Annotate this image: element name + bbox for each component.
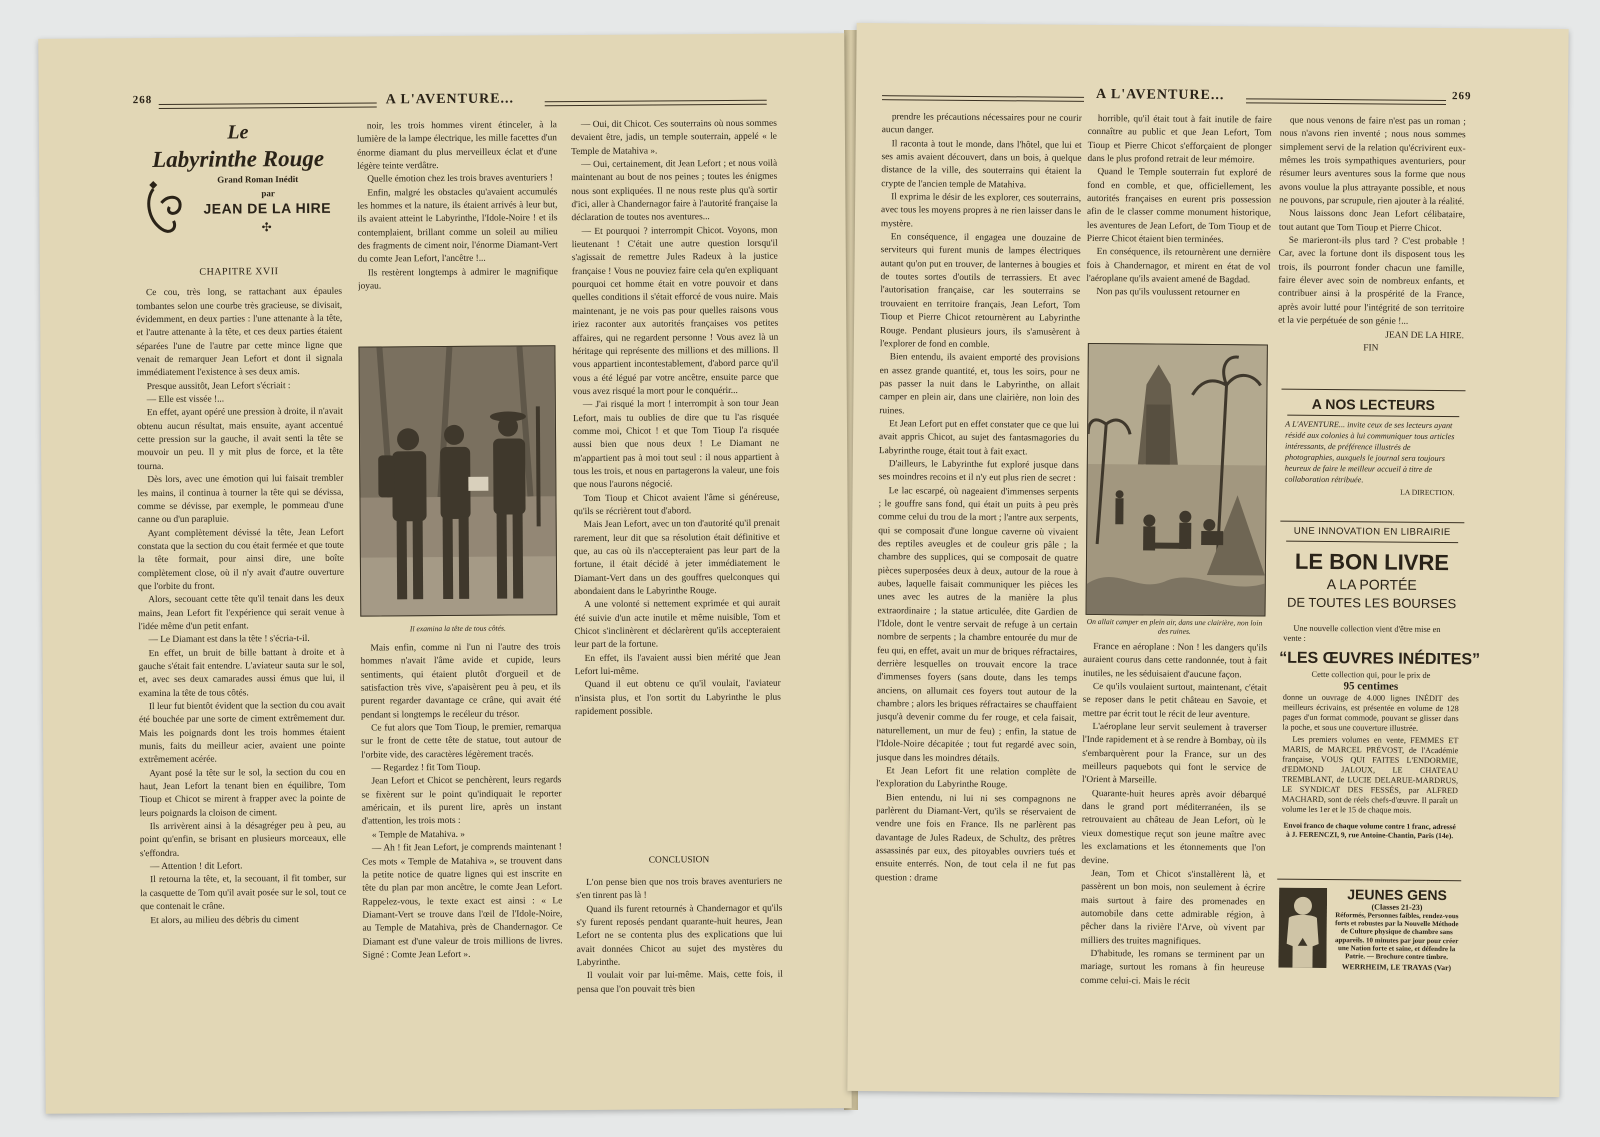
- left-column-2-top: [357, 119, 558, 335]
- paragraph: Et Jean Lefort put en effet constater que ce que lui avait appris Chicot, au sujet des fantasmagories du Labyrinthe rouge, était tout à fait exact.: [878, 419, 1080, 458]
- paragraph: Nous laissons donc Jean Lefort célibataire, tout autant que Tom Tioup et Pierre Chicot.: [1278, 209, 1466, 234]
- story-title-block: [133, 121, 344, 247]
- ad-kicker: UNE INNOVATION EN LIBRAIRIE: [1293, 525, 1451, 539]
- ad-offer-details: donne un ouvrage de 4.000 lignes INÉDIT des meilleurs écrivains, est présentée en volume de 128 pages d'un format commode, pouvant se glisser dans la poche, et sous une couverture illustrée.: [1282, 692, 1459, 733]
- paragraph: — Le Diamant est dans la tête ! s'écria-t-il.: [148, 634, 310, 646]
- paragraph: France en aéroplane : Non ! les dangers qu'ils auraient courus dans cette randonnée, tout à fait inutiles, ne les séduisaient d'aucune façon.: [1082, 642, 1268, 680]
- right-column-2-top: [1086, 113, 1272, 345]
- page-number: 268: [132, 94, 153, 107]
- paragraph: Alors, secouant cette tête qu'il tenait dans les deux mains, Jean Lefort fit l'expérience qui serait venue à l'idée même d'un petit enfant.: [138, 593, 345, 633]
- paragraph: A une volonté si nettement exprimée et qui aurait été suivie d'un acte inutile et même nuisible, Tom et Chicot s'inclinèrent et déclarèrent qu'ils accepteraient leur part de la fortune.: [574, 599, 781, 651]
- paragraph: — Regardez ! fit Tom Tioup.: [371, 762, 481, 774]
- paragraph: En conséquence, il engagea une douzaine de serviteurs qui furent munis de lampes électriques autant qu'on put en trouver, de lanternes à bougies et de toutes sortes d'outils de terrassiers. Et avec l'autorisation française, car les souterrains se trouvaient en territoire français, Jean Lefort, Tom Tioup et Pierre Chicot retournèrent au Labyrinthe Rouge. Pendant plusieurs jours, ils s'amusèrent à l'explorer de fond en comble.: [879, 232, 1081, 350]
- ad-price: 95 centimes: [1343, 680, 1399, 693]
- paragraph: Mais enfin, comme ni l'un ni l'autre des trois hommes n'avait l'âme avide et cupide, leurs sentiments, qui étaient plutôt d'orgueil et de satisfaction très vive, s'apaisèrent peu à peu, et ils purent regarder davantage ce crâne, qui avait été pendant si longtemps le recéleur du trésor.: [360, 642, 561, 721]
- paragraph: Il retourna la tête, et, la secouant, il fit tomber, sur la casquette de Tom qu'il avait posée sur le sol, tout ce que contenait le crâne.: [140, 874, 347, 913]
- paragraph: — Attention ! dit Lefort.: [150, 861, 243, 873]
- paragraph: Et alors, au milieu des débris du ciment: [150, 914, 299, 926]
- ad-youth-body: Réformés, Personnes faibles, rendez-vous forts et robustes par la Nouvelle Méthode de Culture physique de chambre sans appareils. 10 minutes par jour pour créer une Nation forte et saine, et défendre la Patrie. — Brochure contre timbre.: [1334, 911, 1459, 962]
- notice-signature: LA DIRECTION.: [1400, 487, 1455, 498]
- running-title: A L'AVENTURE...: [1095, 87, 1225, 104]
- ornament-icon: [139, 179, 187, 237]
- paragraph: Ils arrivèrent ainsi à la désagréger peu à peu, au point qu'enfin, se brisant en plusieurs morceaux, elle s'effondra.: [139, 820, 346, 859]
- header-rule: [1246, 98, 1446, 105]
- paragraph: Ils restèrent longtemps à admirer le magnifique joyau.: [357, 266, 558, 292]
- story-by: par: [261, 188, 275, 199]
- ad-shipping: Envoi franco de chaque volume contre 1 franc, adressé à J. FERENCZI, 9, rue Antoine-Chantin, Paris (14e).: [1283, 820, 1456, 841]
- conclusion-heading-wrap: [576, 854, 782, 875]
- paragraph: Le lac escarpé, où nageaient d'immenses serpents ; le gouffre sans fond, qui était un puits à peu près comme celui du trou de la mort ; l'antre aux serpents, qui se composait d'une longue caverne où vivaient des reptiles aveugles et de couleur gris pâle ; la chambre des supplices, qui se composait de quatre pièces superposées deux à deux, autour de la roue à aubes, laquelle faisait communiquer les pièces les unes avec les autres de la manière la plus extraordinaire ; la statue articulée, dite Gardien de l'Idole, dont le ventre servait de refuge à un certain nombre de serpents ; la chambre entourée du mur de feu qui, en effet, avait un mur de briques réfractaires, derrière lesquelles on trouvait encore la trace d'immenses foyers (sans doute, dans les temps anciens, on allumait ces foyers tout autour de la chambre ; alors les briques réfractaires se chauffaient jusqu'à devenir comme du fer rouge, et cela faisait, naturellement, un mur de feu) ; enfin, la statue de l'Idole-Noire décapitée ; tout fut regardé avec soin, jusque dans les moindres détails.: [876, 485, 1079, 764]
- paragraph: — Oui, certainement, dit Jean Lefort ; et nous voilà maintenant au bout de nos peines ; toutes les énigmes nous sont expliquées. Il ne nous reste plus qu'à sortir d'ici, aller à Chandernagor faire à l'autorité française la déclaration de toutes nos aventures...: [571, 158, 778, 224]
- paragraph: D'habitude, les romans se terminent par un mariage, surtout les romans à fin heureuse comme celui-ci. Mais le récit: [1080, 948, 1265, 987]
- page-number: 269: [1452, 90, 1472, 103]
- paragraph: Quand il eut obtenu ce qu'il voulait, l'aviateur n'insista plus, et l'on sortit du Labyrinthe le plus rapidement possible.: [574, 679, 781, 718]
- paragraph: Jean, Tom et Chicot s'installèrent là, et passèrent un bon mois, non seulement à écrire mais surtout à faire des promenades en automobile dans cette admirable région, à pêcher dans la rivière l'Arve, où vivent par milliers des truites magnifiques.: [1080, 868, 1266, 947]
- paragraph: — Elle est vissée !...: [146, 394, 225, 406]
- paragraph: Quelle émotion chez les trois braves aventuriers !: [367, 173, 553, 185]
- paragraph: Presque aussitôt, Jean Lefort s'écriait :: [146, 380, 291, 392]
- left-page-header: [39, 89, 845, 117]
- paragraph: Ayant complètement dévissé la tête, Jean Lefort constata que la section du cou était fermée et que toute la tête formait, pour ainsi dire, une boîte complètement close, où il n'y avait d'autre ouverture que l'orbite du front.: [137, 527, 345, 593]
- right-column-1: [874, 111, 1082, 1039]
- paragraph: Il raconta à tout le monde, dans l'hôtel, que lui et ses amis avaient découvert, dans un bois, à quelque distance de la ville, des souterrains qui étaient la crypte de l'ancien temple de Matahiva.: [881, 138, 1082, 191]
- paragraph: Et Jean Lefort fit une relation complète de l'exploration du Labyrinthe Rouge.: [875, 766, 1077, 791]
- story-title-line1: Le: [227, 121, 249, 144]
- conclusion-heading: CONCLUSION: [648, 855, 710, 866]
- left-column-3-bottom: [576, 876, 783, 1047]
- header-rule: [545, 100, 767, 107]
- paragraph: Non pas qu'ils voulussent retourner en: [1096, 287, 1240, 299]
- paragraph: Enfin, malgré les obstacles qu'avaient accumulés les hommes et la nature, ils étaient arrivés à leur but, ils avaient atteint le Labyrinthe, l'Idole-Noire ! et ils contemplaient, brillant comme un soleil au milieu des fragments de ciment noir, l'énorme Diamant-Vert du comte Jean Lefort, l'ancêtre !...: [357, 186, 558, 266]
- paragraph: prendre les précautions nécessaires pour ne courir aucun danger.: [881, 112, 1082, 136]
- paragraph: L'on pense bien que nos trois braves aventuriers ne s'en tinrent pas là !: [576, 876, 783, 902]
- running-title: A L'AVENTURE...: [385, 91, 515, 108]
- ad-subhead-2: DE TOUTES LES BOURSES: [1286, 594, 1457, 612]
- ad-jeunes-gens: [1276, 879, 1461, 982]
- story-author: JEAN DE LA HIRE: [203, 199, 332, 217]
- ad-intro: Une nouvelle collection vient d'être mise en vente :: [1283, 623, 1441, 643]
- paragraph: — Et pourquoi ? interrompit Chicot. Voyons, mon lieutenant ! C'était une autre question lorsqu'il s'agissait de remettre Jules Radeux à la justice française ! Vous ne pouviez faire cela qu'en expliquant pourquoi cet homme était en votre pouvoir et dans quelles conditions il s'était efforcé de vous nuire. Mais maintenant, je ne vois pas pour quelles raisons vous iriez raconter aux autorités françaises vos petites affaires, qui ne regardent personne ! Vous avez là un héritage qui représente des millions et des millions. Il vous appartient incontestablement, d'abord parce qu'il vous a été légué par votre ancêtre, ensuite parce que vous avez risqué la mort pour le conquérir...: [571, 225, 779, 397]
- paragraph: Il leur fut bientôt évident que la section du cou avait été bouchée par une sorte de ciment extrêmement dur. Mais les poignards dont les trois hommes étaient munis, faits du meilleur acier, avaient une pointe extrêmement acérée.: [138, 700, 346, 766]
- ad-youth-subheading: (Classes 21-23): [1371, 902, 1423, 912]
- notice-to-readers: [1280, 389, 1465, 518]
- ad-subhead: A LA PORTÉE: [1326, 576, 1417, 593]
- paragraph: En conséquence, ils retournèrent une dernière fois à Chandernagor, et mirent en état de vol l'aéroplane qu'ils avaient amené de Bagdad.: [1086, 247, 1271, 286]
- paragraph: En effet, ayant opéré une pression à droite, il n'avait obtenu aucun résultat, mais ensuite, ayant accentué cette pression sur la gauche, il avait senti la tête se mouvoir un peu. Il y mit plus de force, et la tête tourna.: [136, 407, 344, 472]
- ad-youth-address: WERRHEIM, LE TRAYAS (Var): [1341, 962, 1452, 973]
- paragraph: noir, les trois hommes virent étinceler, à la lumière de la lampe électrique, les mille facettes d'un énorme diamant du plus merveilleux éclat et d'une légère teinte verdâtre.: [356, 120, 558, 172]
- paragraph: D'ailleurs, le Labyrinthe fut exploré jusque dans ses moindres recoins et il n'y eut plus rien de secret :: [878, 459, 1079, 485]
- paragraph: Ce cou, très long, se rattachant aux épaules tombantes selon une courbe très gracieuse, se divisait, évidemment, en deux parties : l'une attenante à la tête, et l'autre attenante à la tête, et ces deux parties étaient séparées l'une de l'autre par cette mince ligne que venait de remarquer Jean Lefort et dont il signala immédiatement l'existence à ses deux amis.: [136, 287, 343, 379]
- paragraph: que nous venons de faire n'est pas un roman ; nous n'avons rien inventé ; nous nous sommes simplement servi de la relation qu'écrivirent eux-mêmes les trois sympathiques aventuriers, pour résumer leurs aventures sous la forme que nous avons voulue la plus attrayante possible, et nous ne pouvons, par scrupule, rien ajouter à la réalité.: [1279, 115, 1466, 208]
- ad-offer: Cette collection qui, pour le prix de: [1311, 669, 1431, 680]
- right-column-3-top: [1278, 115, 1466, 387]
- ad-collection-name: “LES ŒUVRES INÉDITES”: [1279, 649, 1481, 669]
- paragraph: En effet, ils l'avaient aussi bien mérité que Jean Lefort lui-même.: [574, 652, 781, 678]
- paragraph: « Temple de Matahiva. »: [371, 829, 466, 841]
- paragraph: JEAN DE LA HIRE.: [1385, 330, 1465, 341]
- paragraph: horrible, qu'il était tout à fait inutile de faire connaître au public et que Jean Lefort, Tom Tioup et Pierre Chicot s'efforçaient de plonger dans le plus profond retrait de leur mémoire.: [1087, 114, 1272, 166]
- story-title: Labyrinthe Rouge: [152, 145, 325, 173]
- paragraph: Quarante-huit heures après avoir débarqué dans le grand port méditerranéen, ils se retrouvaient au château de Jean Lefort, où le vieux domestique reçut son jeune maître avec les exclamations et les étonnements que l'on devine.: [1081, 788, 1266, 866]
- header-rule: [882, 95, 1084, 102]
- paragraph: — Oui, dit Chicot. Ces souterrains où nous sommes devaient être, jadis, un temple souterrain, appelé « le Temple de Matahiva ».: [570, 118, 777, 157]
- paragraph: Il voulait voir par lui-même. Mais, cette fois, il pensa que l'on pouvait très bien: [576, 970, 783, 995]
- paragraph: Dès lors, avec une émotion qui lui faisait trembler les mains, il continua à tourner la tête qui se dévissa, comme se dévisse, par exemple, le pommeau d'une canne ou d'un parapluie.: [137, 473, 344, 526]
- paragraph: Ce fut alors que Tom Tioup, le premier, remarqua sur le front de cette tête de statue, tout autour de l'orbite vide, des caractères légèrement tracés.: [361, 722, 562, 761]
- paragraph: Ayant posé la tête sur le sol, la section du cou en haut, Jean Lefort la tenant bien en équilibre, Tom Tioup et Chicot se mirent à frapper avec la pointe de leurs poignards la cloison de ciment.: [139, 767, 346, 819]
- left-column-3-top: [571, 118, 782, 857]
- illustration-three-explorers: [358, 345, 557, 616]
- paragraph: L'aéroplane leur servit seulement à traverser l'Inde rapidement et à se rendre à Bombay, où ils s'embarquèrent pour la France, sur un des meilleurs paquebots qui font le service de l'Orient à Marseille.: [1082, 722, 1267, 786]
- flower-icon: ✣: [261, 220, 272, 235]
- paragraph: — J'ai risqué la mort ! interrompit à son tour Jean Lefort, mais tu oublies de dire que tu l'as risquée comme moi, Chicot ! et que Tom Tioup l'a risquée aussi bien que nous deux ! Le Diamant ne m'appartient pas à moi tout seul : il nous appartient à tous les trois, et nous en partagerons la valeur, une fois que nous l'aurons négocié.: [572, 398, 780, 491]
- left-column-2-bottom: [360, 641, 563, 1038]
- left-column-1: [136, 259, 347, 1042]
- figure-caption: On allait camper en plein air, dans une clairière, non loin des ruines.: [1086, 616, 1263, 636]
- chapter-heading: CHAPITRE XVII: [199, 266, 279, 278]
- ad-titles: Les premiers volumes en vente, FEMMES ET MARIS, de MARCEL PRÉVOST, de l'Académie française, VOUS QUI FAITES L'ENDORMIE, d'EDMOND JALOUX, LE CHATEAU TREMBLANT, de LUCIE DELARUE-MARDRUS, LE SYNDICAT DES FESSÉS, par ALFRED MACHARD, sont de réels chefs-d'œuvre. Il paraît un volume les 1er et le 15 de chaque mois.: [1281, 734, 1459, 815]
- right-page: [847, 23, 1568, 1097]
- right-page-header: [856, 85, 1568, 113]
- story-subtitle: Grand Roman Inédit: [217, 174, 299, 185]
- notice-heading: A NOS LECTEURS: [1311, 395, 1436, 413]
- paragraph: Bien entendu, ils avaient emporté des provisions en assez grande quantité, et, tous les soirs, pour ne pas passer la nuit dans le Labyrinthe, on allait camper en plein air, dans une clairière, non loin des ruines.: [879, 352, 1080, 416]
- athlete-icon: [1278, 888, 1327, 968]
- left-page: [38, 33, 851, 1114]
- paragraph: Quand le Temple souterrain fut exploré de fond en comble, et que, officiellement, les autorités françaises en eurent pris possession afin de le classer comme monument historique, les aventures de Jean Lefort, de Tom Tioup et de Pierre Chicot étaient bien terminées.: [1086, 167, 1272, 246]
- ad-headline: LE BON LIVRE: [1294, 548, 1450, 576]
- paragraph: — Ah ! fit Jean Lefort, je comprends maintenant ! Ces mots « Temple de Matahiva », se trouvent dans la petite notice de quatre lignes qui est inscrite en tête du plan par mon ancêtre, le comte Jean Lefort. Rappelez-vous, le texte exact est ainsi : « Le Diamant-Vert se trouve dans l'œil de l'Idole-Noire, au Temple de Matahiva, près de Chandernagor. Ce Diamant est d'une valeur de trois millions de livres. Signé : Comte Jean Lefort ».: [361, 842, 563, 961]
- paragraph: Tom Tioup et Chicot avaient l'âme si généreuse, qu'ils se récrièrent tout d'abord.: [573, 492, 780, 518]
- notice-body: A L'AVENTURE... invite ceux de ses lecteurs ayant résidé aux colonies à lui communiquer tous articles intéressants, de préférence illustrés de photographies, auxquels le journal sera toujours heureux de faire le meilleur accueil à titre de collaboration rétribuée.: [1284, 419, 1455, 485]
- paragraph: FIN: [1363, 343, 1379, 354]
- paragraph: Ce qu'ils voulaient surtout, maintenant, c'était se reposer dans le petit château en Savoie, et mettre par écrit tout le récit de leur aventure.: [1082, 682, 1267, 721]
- header-rule: [159, 102, 377, 109]
- paragraph: Il exprima le désir de les explorer, ces souterrains, avec tous les moyens propres à ne rien laisser dans le mystère.: [880, 192, 1082, 230]
- illustration-camp-near-ruins: [1086, 343, 1268, 617]
- ad-youth-heading: JEUNES GENS: [1347, 886, 1447, 904]
- paragraph: Se marieront-ils plus tard ? C'est probable ! Car, avec la fortune dont ils disposent tous les trois, ils pourront fonder chacun une famille, faire élever avec soin de nombreux enfants, et contribuer ainsi à la prospérité de la France, après avoir lutté pour l'intégrité de son territoire et la vie perpétuée de son génie !...: [1278, 235, 1465, 327]
- paragraph: Bien entendu, ni lui ni ses compagnons ne parlèrent du Diamant-Vert, qu'ils se réservaient de vendre une fois en France. Ils ne parlèrent pas davantage de Jules Radeux, de Schultz, des prêtres assassinés par eux, des pitoyables ouvriers tués et ensuite enterrés. Non, de tout cela il ne fut pas question : drame: [875, 792, 1076, 884]
- paragraph: Mais Jean Lefort, avec un ton d'autorité qu'il prenait rarement, leur dit que sa résolution était définitive et que, au cas où ils n'accepteraient pas leur part de la fortune, il était décidé à jeter immédiatement le Diamant-Vert dans un des gouffres quelconques qui abondaient dans le Labyrinthe Rouge.: [573, 518, 781, 598]
- ad-le-bon-livre: [1277, 521, 1481, 872]
- right-column-2-bottom: [1080, 641, 1267, 1041]
- paragraph: En effet, un bruit de bille battant à droite et à gauche s'était fait entendre. L'aviateur sauta sur le sol, et, avec ses deux camarades aussi émus que lui, il examina la tête de tous côtés.: [138, 647, 345, 699]
- paragraph: Quand ils furent retournés à Chandernagor et qu'ils s'y furent reposés pendant quarante-huit heures, Jean Lefort ne se contenta plus des explications que lui avait données Chicot au sujet des mystères du Labyrinthe.: [576, 903, 783, 969]
- figure-caption: Il examina la tête de tous côtés.: [409, 623, 506, 634]
- paragraph: Jean Lefort et Chicot se penchèrent, leurs regards se fixèrent sur le point qu'indiquait le reporter américain, et ils purent lire, après un instant d'attention, les trois mots :: [361, 775, 562, 828]
